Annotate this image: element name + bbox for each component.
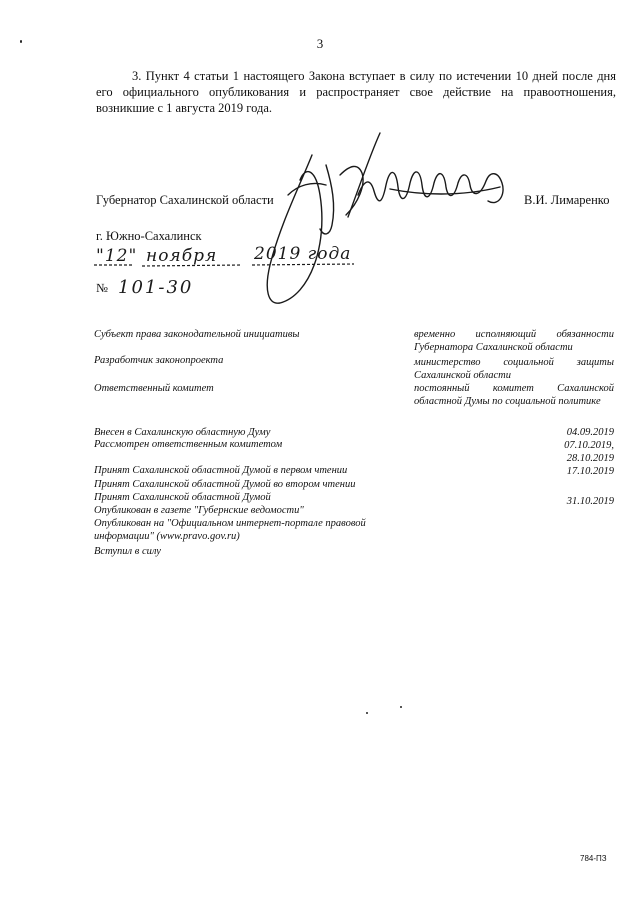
first-reading-label: Принят Сахалинской областной Думой в первом чтении [94,465,348,476]
handwritten-year: 2019 года [254,244,352,264]
adopted-date: 31.10.2019 [566,496,614,507]
date-underline [92,262,362,268]
initiative-label: Субъект права законодательной инициативы [94,329,300,340]
city: г. Южно-Сахалинск [96,229,202,243]
handwritten-number: 101-30 [118,277,194,298]
adopted-label: Принят Сахалинской областной Думой [94,492,271,503]
committee-label: Ответственный комитет [94,383,214,394]
page-number: 3 [316,36,324,51]
second-reading-label: Принят Сахалинской областной Думой во втором чтении [94,479,356,490]
published-newspaper-label: Опубликован в газете "Губернские ведомости" [94,505,304,516]
developer-label: Разработчик законопроекта [94,355,224,366]
law-paragraph: 3. Пункт 4 статьи 1 настоящего Закона вступает в силу по истечении 10 дней после дня его официального опубликования и распространяет свое действие на правоотношения, возникшие с 1 августа 2019 года. [96,69,616,115]
footer-code: 784-ПЗ [580,854,607,863]
introduced-date: 04.09.2019 [566,427,614,438]
published-portal-label-2: информации" (www.pravo.gov.ru) [94,531,240,542]
first-reading-date: 17.10.2019 [566,466,614,477]
scan-speck [366,712,368,714]
entered-force-label: Вступил в силу [94,546,161,557]
governor-name: В.И. Лимаренко [524,193,610,207]
reviewed-date-1: 07.10.2019, [564,440,614,451]
handwritten-day: "12" [96,246,138,266]
handwritten-month: ноября [146,246,218,266]
governor-title: Губернатор Сахалинской области [96,193,274,207]
reviewed-date-2: 28.10.2019 [566,453,614,464]
governor-signature [240,125,520,315]
published-portal-label-1: Опубликован на "Официальном интернет-портале правовой [94,518,366,529]
scan-speck [400,706,402,708]
introduced-label: Внесен в Сахалинскую областную Думу [94,427,271,438]
number-label: № [96,281,108,295]
committee-value: постоянный комитет Сахалинской областной Думы по социальной политике [414,383,614,407]
initiative-value: временно исполняющий обязанности Губернатора Сахалинской области [414,329,614,353]
scan-speck [20,40,22,43]
reviewed-label: Рассмотрен ответственным комитетом [94,439,283,450]
developer-value: министерство социальной защиты Сахалинской области [414,357,614,381]
